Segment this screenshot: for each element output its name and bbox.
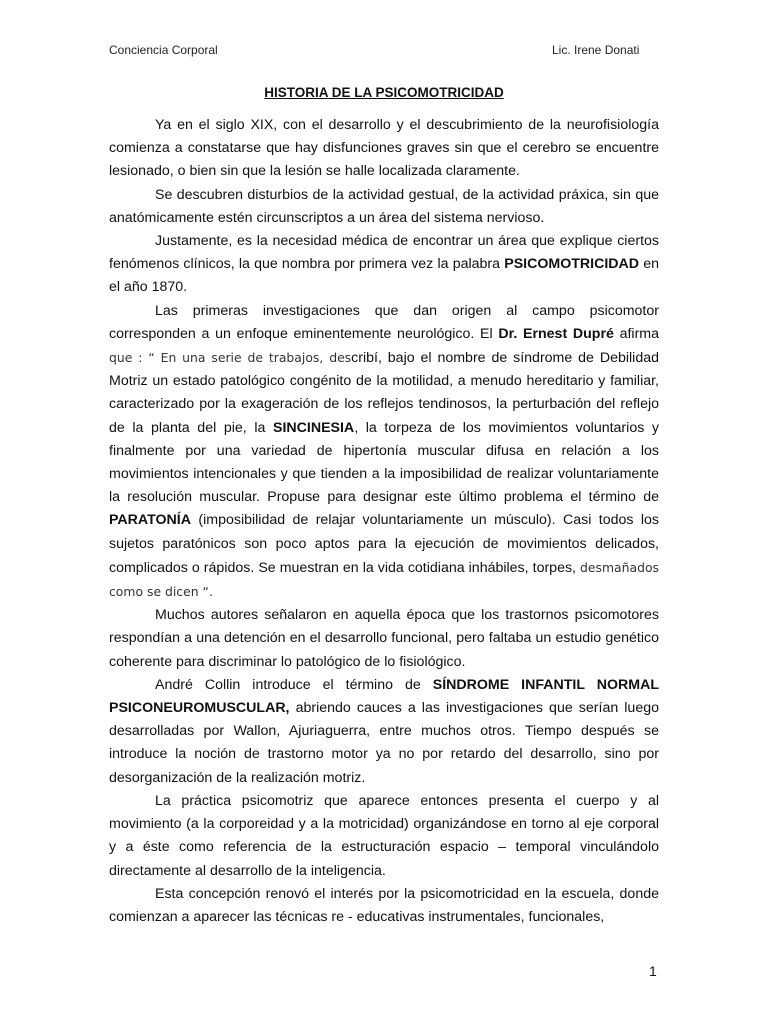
term-sincinesia: SINCINESIA	[272, 419, 355, 436]
name-ernest-dupre: Dr. Ernest Dupré	[498, 325, 614, 342]
paragraph-text: en el año 1870.	[109, 256, 659, 296]
paragraph: Esta concepción renovó el interés por la psicomotricidad en la escuela, donde comienzan a aparecer las técnicas re - educativas instrumentales, funcionales,	[109, 885, 659, 925]
term-psicomotricidad: PSICOMOTRICIDAD	[504, 256, 640, 273]
paragraph-text: abriendo cauces a las investigaciones que serían luego desarrolladas por Wallon, Ajuriaguerra, entre muchos otros. Tiempo después se introduce la noción de trastorno motor ya no por retardo del desarrollo, sino por desorganización de la realización motriz.	[109, 700, 659, 786]
page-number: 1	[649, 963, 657, 979]
paragraph-text: (imposibilidad de relajar voluntariamente un músculo). Casi todos los sujetos paratónicos son poco aptos para la ejecución de movimientos delicados, complicados o rápidos. Se muestran en la vida cotidiana inhábiles, torpes,	[109, 512, 659, 576]
paragraph: Se descubren disturbios de la actividad gestual, de la actividad práxica, sin que anatómicamente estén circunscriptos a un área del sistema nervioso.	[109, 186, 659, 226]
paragraph: Ya en el siglo XIX, con el desarrollo y el descubrimiento de la neurofisiología comienza a constatarse que hay disfunciones graves sin que el cerebro se encuentre lesionado, o bien sin que la lesión se halle localizada claramente.	[109, 117, 659, 180]
paragraph	[109, 230, 659, 300]
paragraph	[109, 300, 659, 605]
term-paratonia: PARATONÍA	[109, 512, 191, 529]
header-left: Conciencia Corporal	[109, 43, 218, 57]
paragraph	[109, 674, 659, 790]
paragraph-text: André Collin introduce el término de	[155, 676, 433, 693]
paragraph-text: cribí, bajo el nombre de síndrome de Debilidad Motriz un estado patológico congénito de la motilidad, a menudo hereditario y familiar, caracterizado por la exageración de los reflejos tendinosos, la perturbación del reflejo de la planta del pie, la	[109, 350, 659, 436]
quote-start: que : “ En una serie de trabajos, des	[109, 350, 352, 366]
paragraph-text: , la torpeza de los movimientos voluntarios y finalmente por una variedad de hipertonía muscular difusa en relación a los movimientos intencionales y que tienden a la imposibilidad de realizar voluntariamente la resolución muscular. Propuse para designar este último problema el término de	[109, 419, 659, 506]
paragraph: Muchos autores señalaron en aquella época que los trastornos psicomotores respondían a una detención en el desarrollo funcional, pero faltaba un estudio genético coherente para discriminar lo patológico de lo fisiológico.	[109, 607, 659, 670]
document-body	[109, 114, 659, 929]
paragraph-text: afirma	[613, 325, 659, 342]
term-sindrome: SÍNDROME INFANTIL NORMAL PSICONEUROMUSCULAR,	[109, 676, 659, 717]
document-title: HISTORIA DE LA PSICOMOTRICIDAD	[264, 85, 504, 100]
paragraph-text: Justamente, es la necesidad médica de encontrar un área que explique ciertos fenómenos clínicos, la que nombra por primera vez la palabra	[109, 233, 659, 273]
header-right: Lic. Irene Donati	[552, 43, 640, 57]
quote-end: desmañados como se dicen “.	[109, 559, 659, 600]
paragraph: La práctica psicomotriz que aparece entonces presenta el cuerpo y al movimiento (a la corporeidad y a la motricidad) organizándose en torno al eje corporal y a éste como referencia de la estructuración espacio – temporal vinculándolo directamente al desarrollo de la inteligencia.	[109, 792, 659, 879]
paragraph-text: Las primeras investigaciones que dan origen al campo psicomotor corresponden a un enfoque eminentemente neurológico. El	[109, 302, 659, 342]
